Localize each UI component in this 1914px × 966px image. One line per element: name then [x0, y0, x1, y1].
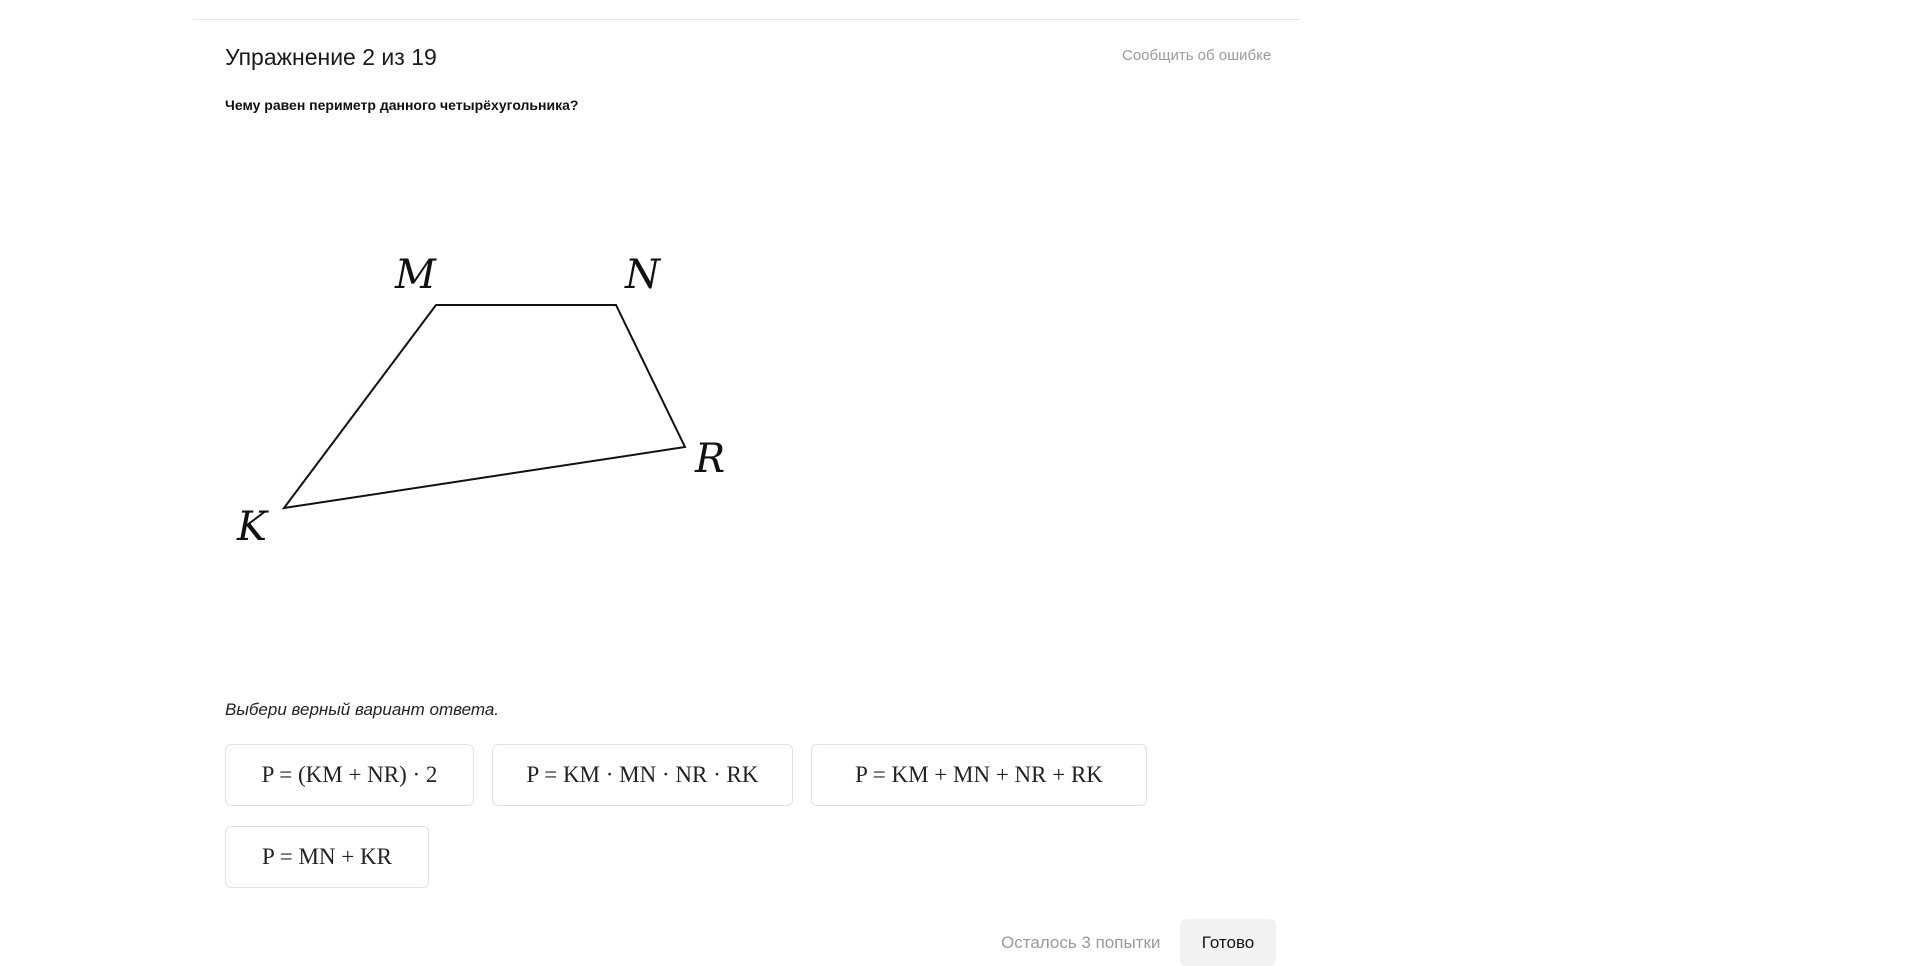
card-top-divider: [193, 19, 1301, 20]
vertex-label-k: K: [237, 504, 267, 550]
answer-option[interactable]: [225, 826, 429, 888]
answer-option-label: P = KM · MN · NR · RK: [526, 762, 759, 787]
answer-instruction: Выбери верный вариант ответа.: [225, 700, 500, 719]
vertex-label-n: N: [625, 252, 660, 298]
exercise-title: Упражнение 2 из 19: [225, 44, 437, 70]
answer-option-label: P = KM + MN + NR + RK: [855, 762, 1103, 787]
quadrilateral-shape: [284, 305, 685, 508]
quadrilateral-figure: [225, 240, 745, 570]
answer-option-label: P = MN + KR: [262, 844, 392, 869]
done-button[interactable]: Готово: [1180, 919, 1276, 966]
report-error-link[interactable]: Сообщить об ошибке: [1122, 47, 1272, 64]
answer-option[interactable]: [492, 744, 793, 806]
answer-option[interactable]: [225, 744, 474, 806]
vertex-label-m: M: [395, 252, 436, 298]
answer-option-label: P = (KM + NR) · 2: [261, 762, 438, 787]
vertex-label-r: R: [695, 436, 726, 482]
question-text: Чему равен периметр данного четырёхугольника?: [225, 97, 579, 113]
attempts-remaining: Осталось 3 попытки: [1001, 933, 1161, 952]
answer-option[interactable]: [811, 744, 1147, 806]
